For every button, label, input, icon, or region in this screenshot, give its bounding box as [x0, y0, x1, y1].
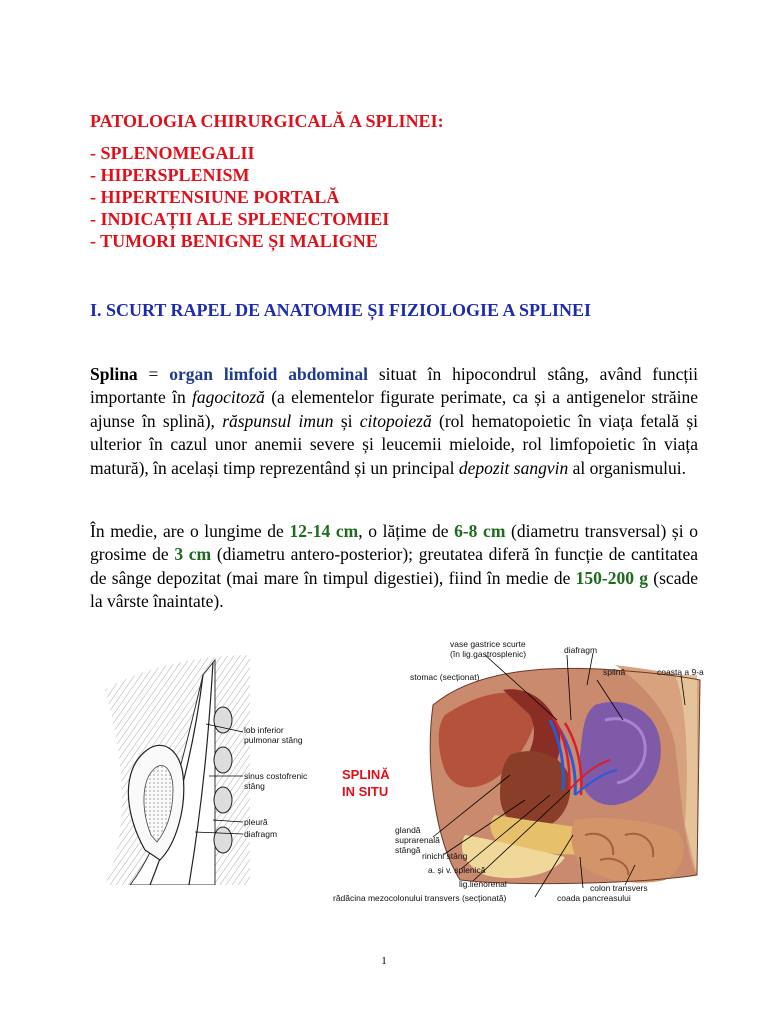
label-line: SPLINĂ: [342, 767, 390, 782]
pathology-item: - HIPERTENSIUNE PORTALĂ: [90, 187, 340, 207]
text-span: (scade la vârste înaintate).: [90, 567, 698, 611]
text-span: În medie, are o lungime de: [90, 520, 290, 541]
pathology-list: [90, 110, 444, 252]
value-grosime: 3 cm: [174, 544, 212, 564]
term-citopoieza: citopoieză: [359, 410, 432, 431]
label-line: glandă: [395, 825, 421, 835]
label-line: (în lig.gastrosplenic): [450, 649, 527, 659]
value-lungime: 12-14 cm: [289, 520, 359, 541]
label-colon: colon transvers: [590, 883, 648, 893]
label-rinichi: rinichi stâng: [422, 851, 468, 861]
figure-spleen-in-situ: [325, 625, 735, 915]
pathology-item: - TUMORI BENIGNE ȘI MALIGNE: [90, 231, 378, 251]
text-span: (rol hematopoietic în viața fetală și ulterior în cazul unor anemii severe și leucemii mieloide, rol limfopoietic în viața matură), în același timp reprezentând și un principal: [90, 410, 698, 478]
term-depozit: depozit sangvin: [458, 457, 569, 478]
label-splina: splină: [603, 667, 626, 677]
label-line: stâng: [244, 781, 265, 791]
label-vase-gastrice: [450, 639, 526, 659]
text-span: (diametru antero-posterior); greutatea diferă în funcție de cantitatea de sânge depozitat (mai mare în timpul digestiei), fiind în medie de: [90, 544, 698, 588]
label-line: suprarenală: [395, 835, 440, 845]
text-span: , o lățime de: [358, 520, 455, 541]
paragraph-definition: [90, 363, 698, 481]
term-splina: Splina: [90, 363, 138, 384]
term-organ: organ limfoid abdominal: [169, 363, 368, 384]
text-span: =: [137, 363, 170, 384]
section-heading: I. SCURT RAPEL DE ANATOMIE ȘI FIZIOLOGIE A SPLINEI: [90, 300, 592, 320]
paragraph-dimensions: [90, 520, 698, 614]
label-line: vase gastrice scurte: [450, 639, 526, 649]
label-line: stângă: [395, 845, 421, 855]
page-number: 1: [381, 955, 387, 967]
text-span: al organismului.: [568, 457, 686, 478]
term-raspuns: răspunsul imun: [222, 410, 334, 431]
term-fagocitoza: fagocitoză: [192, 387, 265, 407]
pathology-item: - SPLENOMEGALII: [90, 143, 255, 163]
text-span: situat în hipocondrul stâng, având funcții importante în: [90, 363, 698, 407]
value-latime: 6-8 cm: [454, 520, 506, 541]
pathology-item: - HIPERSPLENISM: [90, 165, 250, 185]
label-coasta: coasta a 9-a: [657, 667, 704, 677]
pathology-item: - INDICAȚII ALE SPLENECTOMIEI: [90, 209, 390, 229]
pathology-title: PATOLOGIA CHIRURGICALĂ A SPLINEI:: [90, 111, 444, 131]
text-span: (a elementelor figurate perimate, ca și a antigenelor străine ajunse în splină),: [90, 387, 698, 431]
label-diafragm-left: diafragm: [244, 829, 278, 839]
label-lig: lig.lienorenal: [459, 879, 507, 889]
value-greutate: 150-200 g: [575, 567, 649, 588]
label-pleura: pleură: [244, 817, 268, 827]
label-sinus: [244, 771, 307, 791]
label-diafragm-right: diafragm: [564, 645, 598, 655]
label-line: pulmonar stâng: [244, 735, 303, 745]
label-lob-inferior: [244, 725, 303, 745]
label-vena: a. și v. splenică: [428, 865, 486, 875]
pathology-items: [90, 142, 444, 252]
label-radacina: rădăcina mezocolonului transvers (secționată): [333, 893, 507, 903]
label-line: sinus costofrenic: [244, 771, 308, 781]
label-line: IN SITU: [342, 784, 389, 799]
text-span: (diametru transversal) și o grosime de: [90, 520, 698, 564]
label-stomac: stomac (secționat): [410, 672, 480, 682]
text-span: și: [333, 410, 360, 431]
label-coada: coada pancreasului: [557, 893, 631, 903]
label-line: lob inferior: [244, 725, 284, 735]
